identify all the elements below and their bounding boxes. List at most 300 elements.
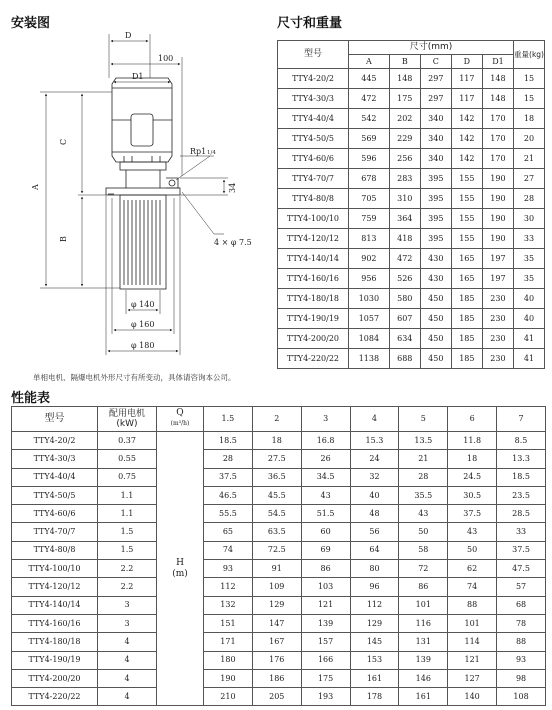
table-cell: 43 bbox=[301, 486, 350, 504]
table-cell: TTY4-40/4 bbox=[12, 468, 98, 486]
table-row bbox=[12, 505, 546, 523]
table-cell: 40 bbox=[350, 486, 399, 504]
dimensions-table bbox=[277, 40, 545, 369]
table-cell: 15.3 bbox=[350, 432, 399, 450]
table-cell: TTY4-190/19 bbox=[278, 309, 349, 329]
table-cell: 256 bbox=[389, 149, 420, 169]
table-cell: 40 bbox=[514, 309, 545, 329]
table-cell: 36.5 bbox=[252, 468, 301, 486]
table-cell: 580 bbox=[389, 289, 420, 309]
table-row bbox=[12, 651, 546, 669]
table-cell: 0.37 bbox=[98, 432, 157, 450]
table-row bbox=[278, 169, 545, 189]
mount-flange bbox=[106, 188, 180, 195]
table-cell: 205 bbox=[252, 688, 301, 706]
table-cell: 18.5 bbox=[497, 468, 546, 486]
table-cell: TTY4-70/7 bbox=[278, 169, 349, 189]
table-cell: TTY4-70/7 bbox=[12, 523, 98, 541]
table-row bbox=[12, 486, 546, 504]
table-cell: 167 bbox=[252, 633, 301, 651]
table-cell: 86 bbox=[301, 560, 350, 578]
table-cell: 26 bbox=[301, 450, 350, 468]
table-cell: 127 bbox=[448, 669, 497, 687]
table-cell: 68 bbox=[497, 596, 546, 614]
table-cell: 62 bbox=[448, 560, 497, 578]
table-cell: TTY4-140/14 bbox=[12, 596, 98, 614]
table-cell: 112 bbox=[350, 596, 399, 614]
table-row bbox=[278, 69, 545, 89]
dim-header-c: C bbox=[420, 55, 451, 69]
table-cell: 35 bbox=[514, 249, 545, 269]
pump-body bbox=[120, 195, 166, 289]
table-cell: 28 bbox=[514, 189, 545, 209]
table-cell: 117 bbox=[451, 89, 482, 109]
table-cell: TTY4-80/8 bbox=[278, 189, 349, 209]
table-cell: 63.5 bbox=[252, 523, 301, 541]
table-cell: 148 bbox=[482, 69, 513, 89]
perf-header-flow-2: 2 bbox=[252, 407, 301, 432]
table-cell: TTY4-140/14 bbox=[278, 249, 349, 269]
table-cell: TTY4-220/22 bbox=[278, 349, 349, 369]
table-row bbox=[278, 329, 545, 349]
table-cell: 129 bbox=[350, 614, 399, 632]
table-row bbox=[12, 633, 546, 651]
table-cell: 30 bbox=[514, 209, 545, 229]
table-cell: 283 bbox=[389, 169, 420, 189]
table-cell: 3 bbox=[98, 614, 157, 632]
table-cell: 74 bbox=[204, 541, 253, 559]
table-cell: TTY4-200/20 bbox=[278, 329, 349, 349]
table-cell: 185 bbox=[451, 329, 482, 349]
table-cell: 340 bbox=[420, 109, 451, 129]
table-cell: 69 bbox=[301, 541, 350, 559]
table-cell: 72 bbox=[399, 560, 448, 578]
table-cell: 88 bbox=[448, 596, 497, 614]
table-cell: 1.5 bbox=[98, 541, 157, 559]
table-cell: 142 bbox=[451, 109, 482, 129]
performance-table bbox=[11, 406, 546, 706]
table-cell: 117 bbox=[451, 69, 482, 89]
table-cell: 155 bbox=[451, 189, 482, 209]
table-cell: 13.5 bbox=[399, 432, 448, 450]
table-cell: 48 bbox=[350, 505, 399, 523]
table-cell: 202 bbox=[389, 109, 420, 129]
table-cell: 170 bbox=[482, 109, 513, 129]
table-cell: 109 bbox=[252, 578, 301, 596]
table-cell: 13.3 bbox=[497, 450, 546, 468]
table-cell: 526 bbox=[389, 269, 420, 289]
table-cell: 46.5 bbox=[204, 486, 253, 504]
table-cell: 2.2 bbox=[98, 578, 157, 596]
table-cell: 472 bbox=[389, 249, 420, 269]
perf-header-flow-5: 5 bbox=[399, 407, 448, 432]
table-cell: 166 bbox=[301, 651, 350, 669]
table-cell: 364 bbox=[389, 209, 420, 229]
table-cell: 15 bbox=[514, 69, 545, 89]
table-cell: 132 bbox=[204, 596, 253, 614]
table-row bbox=[12, 669, 546, 687]
dim-header-size: 尺寸(mm) bbox=[349, 41, 514, 55]
install-title: 安装图 bbox=[11, 16, 51, 31]
table-cell: 1.1 bbox=[98, 505, 157, 523]
perf-header-flow-6: 6 bbox=[448, 407, 497, 432]
table-cell: 64 bbox=[350, 541, 399, 559]
table-cell: 55.5 bbox=[204, 505, 253, 523]
table-cell: 114 bbox=[448, 633, 497, 651]
table-cell: 190 bbox=[482, 189, 513, 209]
table-cell: 4 bbox=[98, 688, 157, 706]
table-cell: TTY4-160/16 bbox=[278, 269, 349, 289]
table-cell: 297 bbox=[420, 69, 451, 89]
table-cell: TTY4-20/2 bbox=[12, 432, 98, 450]
table-cell: TTY4-30/3 bbox=[12, 450, 98, 468]
table-cell: 20 bbox=[514, 129, 545, 149]
table-row bbox=[12, 523, 546, 541]
table-cell: 4 bbox=[98, 633, 157, 651]
dimensions-title: 尺寸和重量 bbox=[277, 16, 343, 31]
perf-header-flow-4: 4 bbox=[350, 407, 399, 432]
table-cell: 146 bbox=[399, 669, 448, 687]
table-cell: 18 bbox=[514, 109, 545, 129]
table-cell: 43 bbox=[399, 505, 448, 523]
table-cell: 178 bbox=[350, 688, 399, 706]
table-cell: 175 bbox=[389, 89, 420, 109]
table-cell: 430 bbox=[420, 249, 451, 269]
table-cell: TTY4-50/5 bbox=[12, 486, 98, 504]
table-cell: 28 bbox=[204, 450, 253, 468]
table-row bbox=[12, 614, 546, 632]
table-cell: TTY4-120/12 bbox=[12, 578, 98, 596]
table-cell: 37.5 bbox=[448, 505, 497, 523]
terminal-box bbox=[131, 114, 153, 146]
table-cell: 161 bbox=[350, 669, 399, 687]
table-cell: 129 bbox=[252, 596, 301, 614]
dim-header-model: 型号 bbox=[278, 41, 349, 69]
installation-drawing bbox=[0, 28, 275, 373]
label-a: A bbox=[31, 184, 40, 190]
table-cell: 21 bbox=[399, 450, 448, 468]
table-cell: TTY4-60/6 bbox=[278, 149, 349, 169]
table-cell: 155 bbox=[451, 209, 482, 229]
label-phi140: φ 140 bbox=[131, 300, 155, 309]
table-cell: 37.5 bbox=[497, 541, 546, 559]
table-cell: 121 bbox=[301, 596, 350, 614]
perf-header-q: Q (m³/h) bbox=[157, 407, 204, 432]
table-cell: 569 bbox=[349, 129, 390, 149]
table-row bbox=[278, 89, 545, 109]
table-cell: 445 bbox=[349, 69, 390, 89]
table-cell: 607 bbox=[389, 309, 420, 329]
outlet-pipe bbox=[166, 178, 178, 188]
table-cell: 54.5 bbox=[252, 505, 301, 523]
table-cell: 142 bbox=[451, 149, 482, 169]
label-rp1: Rp1 bbox=[190, 147, 207, 156]
table-cell: 11.8 bbox=[448, 432, 497, 450]
table-cell: 65 bbox=[204, 523, 253, 541]
table-row bbox=[278, 309, 545, 329]
table-cell: 170 bbox=[482, 129, 513, 149]
label-d1: D1 bbox=[132, 72, 144, 81]
table-cell: 472 bbox=[349, 89, 390, 109]
table-cell: 57 bbox=[497, 578, 546, 596]
table-cell: 1138 bbox=[349, 349, 390, 369]
table-cell: 190 bbox=[482, 229, 513, 249]
table-cell: TTY4-60/6 bbox=[12, 505, 98, 523]
table-cell: 153 bbox=[350, 651, 399, 669]
table-cell: 688 bbox=[389, 349, 420, 369]
table-cell: 72.5 bbox=[252, 541, 301, 559]
table-cell: 33 bbox=[514, 229, 545, 249]
table-cell: 230 bbox=[482, 309, 513, 329]
table-cell: 193 bbox=[301, 688, 350, 706]
table-cell: 41 bbox=[514, 349, 545, 369]
table-cell: 902 bbox=[349, 249, 390, 269]
table-cell: 171 bbox=[204, 633, 253, 651]
perf-header-flow-3: 3 bbox=[301, 407, 350, 432]
table-cell: TTY4-80/8 bbox=[12, 541, 98, 559]
table-cell: 151 bbox=[204, 614, 253, 632]
table-cell: 175 bbox=[301, 669, 350, 687]
table-cell: 634 bbox=[389, 329, 420, 349]
table-cell: 705 bbox=[349, 189, 390, 209]
label-phi180: φ 180 bbox=[131, 341, 155, 350]
table-cell: 450 bbox=[420, 329, 451, 349]
table-cell: 18 bbox=[448, 450, 497, 468]
label-phi160: φ 160 bbox=[131, 320, 155, 329]
table-cell: 418 bbox=[389, 229, 420, 249]
table-cell: TTY4-50/5 bbox=[278, 129, 349, 149]
table-cell: 956 bbox=[349, 269, 390, 289]
table-cell: 190 bbox=[482, 209, 513, 229]
table-cell: 27 bbox=[514, 169, 545, 189]
table-cell: 28.5 bbox=[497, 505, 546, 523]
table-cell: TTY4-160/16 bbox=[12, 614, 98, 632]
table-cell: 0.55 bbox=[98, 450, 157, 468]
table-cell: 3 bbox=[98, 596, 157, 614]
table-cell: 41 bbox=[514, 329, 545, 349]
table-cell: 186 bbox=[252, 669, 301, 687]
table-cell: 395 bbox=[420, 229, 451, 249]
table-cell: 93 bbox=[497, 651, 546, 669]
table-cell: 88 bbox=[497, 633, 546, 651]
table-cell: 103 bbox=[301, 578, 350, 596]
label-b: B bbox=[59, 236, 68, 242]
table-row bbox=[278, 249, 545, 269]
table-cell: 60 bbox=[301, 523, 350, 541]
table-cell: 229 bbox=[389, 129, 420, 149]
table-cell: 297 bbox=[420, 89, 451, 109]
table-cell: 210 bbox=[204, 688, 253, 706]
table-cell: 80 bbox=[350, 560, 399, 578]
table-cell: TTY4-220/22 bbox=[12, 688, 98, 706]
table-cell: 1030 bbox=[349, 289, 390, 309]
table-cell: 161 bbox=[399, 688, 448, 706]
table-row bbox=[12, 688, 546, 706]
table-cell: 155 bbox=[451, 229, 482, 249]
table-cell: 16.8 bbox=[301, 432, 350, 450]
table-cell: 93 bbox=[204, 560, 253, 578]
table-cell: 185 bbox=[451, 349, 482, 369]
table-cell: 542 bbox=[349, 109, 390, 129]
table-cell: 0.75 bbox=[98, 468, 157, 486]
label-holes: 4 × φ 7.5 bbox=[214, 238, 252, 247]
table-cell: 2.2 bbox=[98, 560, 157, 578]
table-cell: 35.5 bbox=[399, 486, 448, 504]
table-cell: 155 bbox=[451, 169, 482, 189]
table-cell: 165 bbox=[451, 269, 482, 289]
table-cell: 230 bbox=[482, 349, 513, 369]
table-cell: 147 bbox=[252, 614, 301, 632]
table-row bbox=[278, 289, 545, 309]
perf-header-flow-1: 1.5 bbox=[204, 407, 253, 432]
table-cell: 450 bbox=[420, 349, 451, 369]
table-cell: 34.5 bbox=[301, 468, 350, 486]
dim-header-weight: 重量(kg) bbox=[514, 41, 545, 69]
table-cell: TTY4-20/2 bbox=[278, 69, 349, 89]
table-row bbox=[12, 432, 546, 450]
table-cell: 230 bbox=[482, 329, 513, 349]
table-cell: 24.5 bbox=[448, 468, 497, 486]
table-cell: 1.5 bbox=[98, 523, 157, 541]
table-cell: 58 bbox=[399, 541, 448, 559]
dim-header-d1: D1 bbox=[482, 55, 513, 69]
dim-header-d: D bbox=[451, 55, 482, 69]
table-cell: 197 bbox=[482, 249, 513, 269]
table-cell: 18.5 bbox=[204, 432, 253, 450]
table-cell: 43 bbox=[448, 523, 497, 541]
table-cell: 1084 bbox=[349, 329, 390, 349]
table-cell: 33 bbox=[497, 523, 546, 541]
table-cell: 340 bbox=[420, 149, 451, 169]
table-cell: 142 bbox=[451, 129, 482, 149]
table-cell: 21 bbox=[514, 149, 545, 169]
table-cell: TTY4-200/20 bbox=[12, 669, 98, 687]
table-cell: 140 bbox=[448, 688, 497, 706]
table-cell: 30.5 bbox=[448, 486, 497, 504]
table-cell: 139 bbox=[301, 614, 350, 632]
table-row bbox=[278, 269, 545, 289]
table-cell: 145 bbox=[350, 633, 399, 651]
table-cell: 86 bbox=[399, 578, 448, 596]
table-cell: 78 bbox=[497, 614, 546, 632]
table-cell: 395 bbox=[420, 189, 451, 209]
dim-header-b: B bbox=[389, 55, 420, 69]
label-100: 100 bbox=[158, 54, 174, 63]
table-cell: 813 bbox=[349, 229, 390, 249]
table-cell: 139 bbox=[399, 651, 448, 669]
table-cell: 74 bbox=[448, 578, 497, 596]
table-cell: 101 bbox=[448, 614, 497, 632]
table-cell: 148 bbox=[482, 89, 513, 109]
table-cell: 50 bbox=[399, 523, 448, 541]
table-cell: 47.5 bbox=[497, 560, 546, 578]
table-cell: TTY4-180/18 bbox=[12, 633, 98, 651]
head-label: H (m) bbox=[157, 432, 204, 706]
table-cell: 4 bbox=[98, 669, 157, 687]
table-cell: 24 bbox=[350, 450, 399, 468]
table-row bbox=[278, 129, 545, 149]
table-cell: 430 bbox=[420, 269, 451, 289]
table-cell: 176 bbox=[252, 651, 301, 669]
table-cell: TTY4-40/4 bbox=[278, 109, 349, 129]
table-cell: 32 bbox=[350, 468, 399, 486]
table-cell: TTY4-100/10 bbox=[278, 209, 349, 229]
table-cell: 148 bbox=[389, 69, 420, 89]
table-cell: 56 bbox=[350, 523, 399, 541]
table-cell: 131 bbox=[399, 633, 448, 651]
table-cell: 395 bbox=[420, 169, 451, 189]
table-cell: 450 bbox=[420, 289, 451, 309]
table-cell: TTY4-190/19 bbox=[12, 651, 98, 669]
table-cell: 340 bbox=[420, 129, 451, 149]
table-row bbox=[12, 578, 546, 596]
table-cell: 170 bbox=[482, 149, 513, 169]
table-cell: 50 bbox=[448, 541, 497, 559]
table-cell: 450 bbox=[420, 309, 451, 329]
table-cell: 1057 bbox=[349, 309, 390, 329]
table-cell: TTY4-30/3 bbox=[278, 89, 349, 109]
table-row bbox=[278, 209, 545, 229]
table-cell: 15 bbox=[514, 89, 545, 109]
label-d: D bbox=[125, 31, 132, 40]
table-cell: 35 bbox=[514, 269, 545, 289]
table-row bbox=[278, 189, 545, 209]
table-row bbox=[278, 149, 545, 169]
table-cell: TTY4-180/18 bbox=[278, 289, 349, 309]
table-cell: 185 bbox=[451, 309, 482, 329]
table-cell: 40 bbox=[514, 289, 545, 309]
table-cell: 96 bbox=[350, 578, 399, 596]
perf-header-motor: 配用电机 (kW) bbox=[98, 407, 157, 432]
table-cell: 395 bbox=[420, 209, 451, 229]
table-cell: 157 bbox=[301, 633, 350, 651]
perf-header-flow-7: 7 bbox=[497, 407, 546, 432]
table-cell: 51.5 bbox=[301, 505, 350, 523]
table-cell: 1.1 bbox=[98, 486, 157, 504]
table-cell: 37.5 bbox=[204, 468, 253, 486]
table-cell: 596 bbox=[349, 149, 390, 169]
table-row bbox=[12, 541, 546, 559]
table-cell: 8.5 bbox=[497, 432, 546, 450]
table-cell: 678 bbox=[349, 169, 390, 189]
table-cell: 18 bbox=[252, 432, 301, 450]
table-cell: 91 bbox=[252, 560, 301, 578]
table-cell: TTY4-100/10 bbox=[12, 560, 98, 578]
table-row bbox=[12, 450, 546, 468]
table-row bbox=[12, 468, 546, 486]
perf-header-model: 型号 bbox=[12, 407, 98, 432]
table-cell: 190 bbox=[204, 669, 253, 687]
table-cell: 121 bbox=[448, 651, 497, 669]
table-cell: 759 bbox=[349, 209, 390, 229]
table-row bbox=[278, 229, 545, 249]
table-cell: TTY4-120/12 bbox=[278, 229, 349, 249]
table-cell: 116 bbox=[399, 614, 448, 632]
table-cell: 165 bbox=[451, 249, 482, 269]
table-cell: 310 bbox=[389, 189, 420, 209]
table-cell: 190 bbox=[482, 169, 513, 189]
table-row bbox=[12, 596, 546, 614]
table-cell: 45.5 bbox=[252, 486, 301, 504]
table-cell: 98 bbox=[497, 669, 546, 687]
table-cell: 101 bbox=[399, 596, 448, 614]
table-cell: 112 bbox=[204, 578, 253, 596]
dim-header-a: A bbox=[349, 55, 390, 69]
label-c: C bbox=[59, 138, 68, 145]
table-row bbox=[278, 349, 545, 369]
table-cell: 197 bbox=[482, 269, 513, 289]
table-cell: 108 bbox=[497, 688, 546, 706]
